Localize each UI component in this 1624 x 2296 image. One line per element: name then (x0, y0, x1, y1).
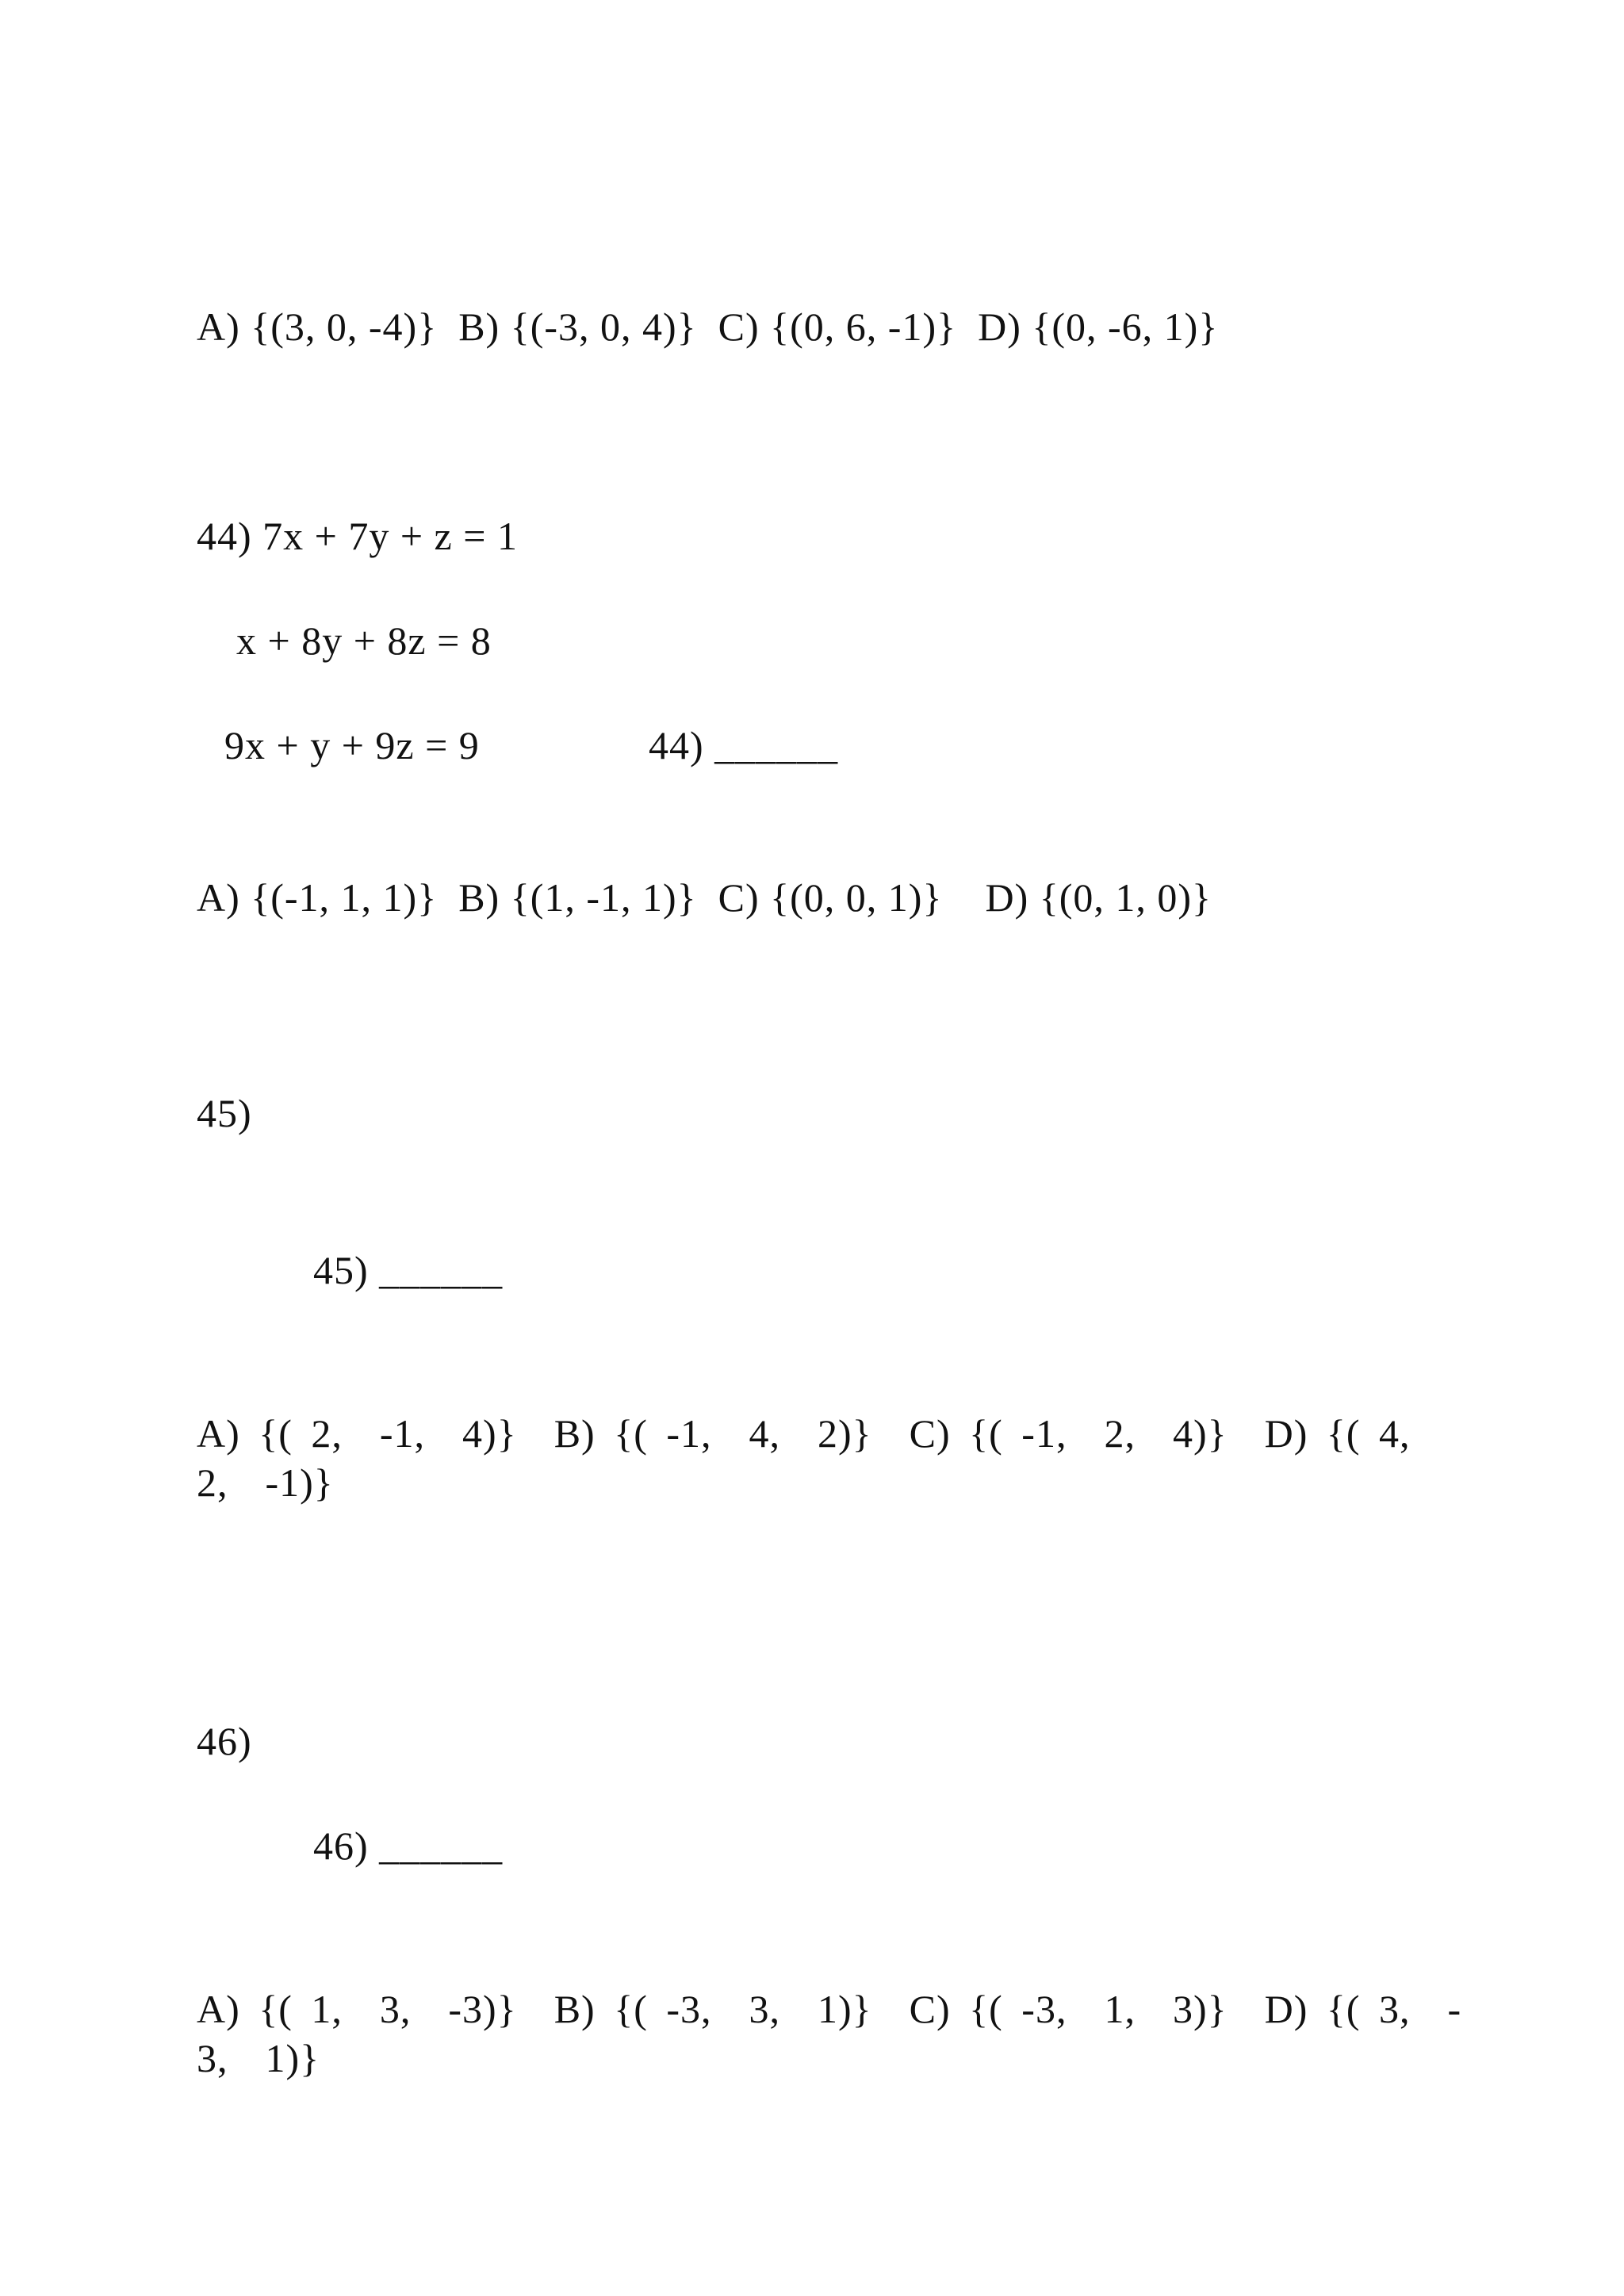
q44-equation-2: x + 8y + 8z = 8 (236, 618, 492, 663)
q45-choices-line-2: 2, -1)} (197, 1460, 334, 1505)
q45-choices-line-1: A) {( 2, -1, 4)} B) {( -1, 4, 2)} C) {( -1, 2, 4)} D) {( 4, (197, 1411, 1411, 1456)
q46-choices-line-1: A) {( 1, 3, -3)} B) {( -3, 3, 1)} C) {( -3, 1, 3)} D) {( 3, - (197, 1987, 1462, 2031)
q44-choices: A) {(-1, 1, 1)} B) {(1, -1, 1)} C) {(0, 0, 1)} D) {(0, 1, 0)} (197, 875, 1212, 920)
q45-number: 45) (197, 1091, 252, 1135)
q46-answer-blank[interactable]: 46) ______ (313, 1823, 504, 1868)
q44-answer-blank[interactable]: 44) ______ (649, 723, 839, 767)
q44-equation-1: 44) 7x + 7y + z = 1 (197, 514, 518, 558)
q43-choices: A) {(3, 0, -4)} B) {(-3, 0, 4)} C) {(0, 6, -1)} D) {(0, -6, 1)} (197, 304, 1219, 349)
q45-answer-blank[interactable]: 45) ______ (313, 1248, 504, 1292)
q46-choices-line-2: 3, 1)} (197, 2036, 320, 2080)
q44-equation-3: 9x + y + 9z = 9 (224, 723, 480, 767)
q46-number: 46) (197, 1719, 252, 1763)
